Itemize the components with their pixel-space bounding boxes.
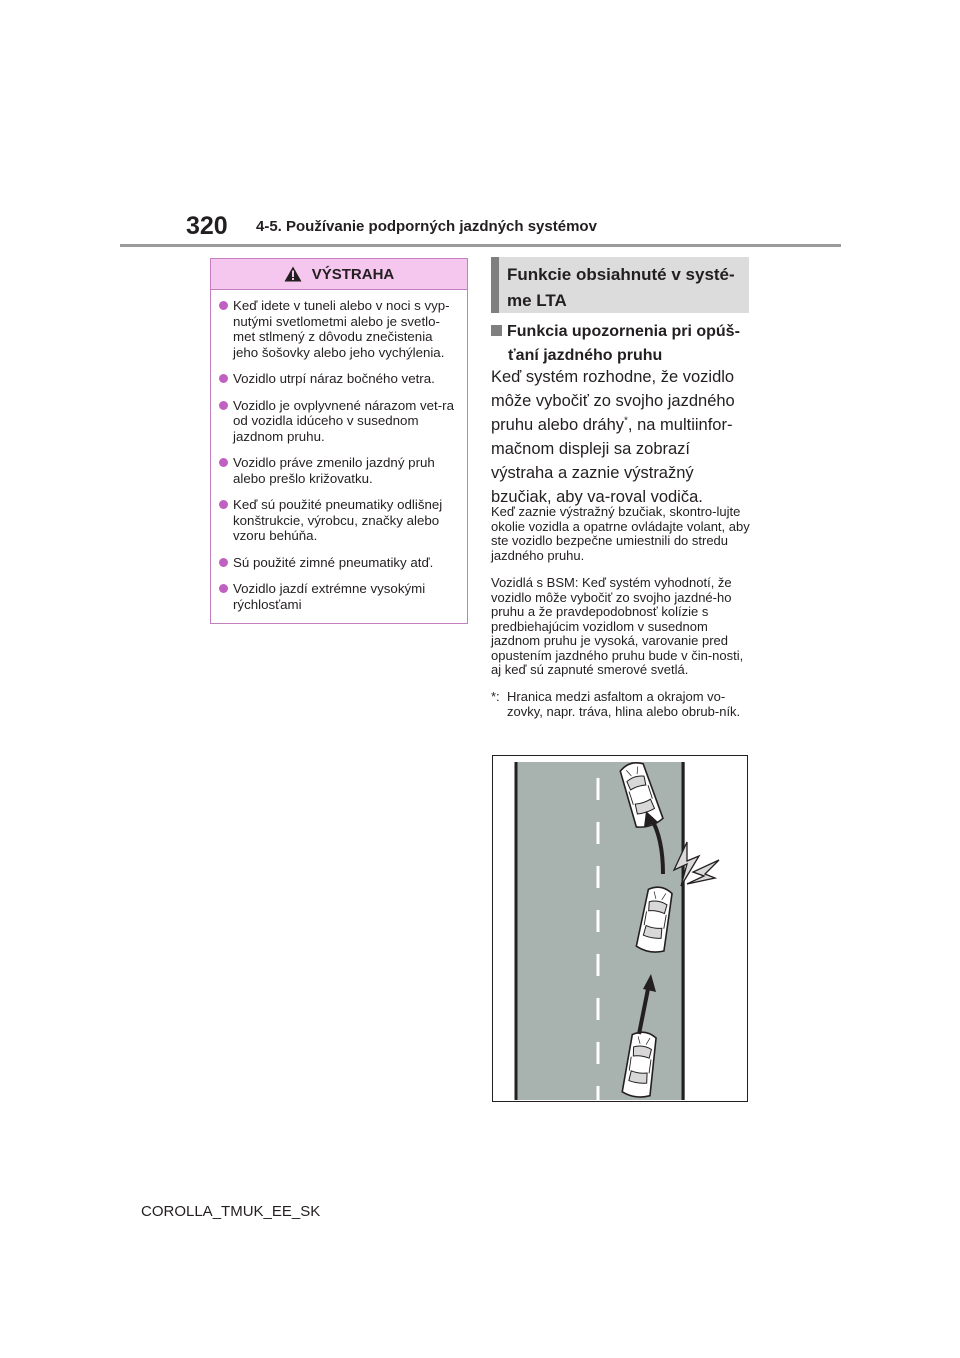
footnote xyxy=(491,690,753,719)
bullet-icon xyxy=(219,374,228,383)
bsm-note: Vozidlá s BSM: Keď systém vyhodnotí, že vozidlo môže vybočiť zo svojho jazdné-ho pruhu a že pravdepodobnosť kolízie s predbiehajúcim vozidlom v susednom jazdnom pruhu je vysoká, varovanie pred opustením jazdného pruhu bude v čin-nosti, aj keď sú zapnuté smerové svetlá. xyxy=(491,575,744,677)
bullet-icon xyxy=(219,301,228,310)
warning-title: VÝSTRAHA xyxy=(311,265,395,283)
warning-item xyxy=(219,497,459,544)
footnote-mark: *: xyxy=(491,689,500,704)
footnote-ref: * xyxy=(624,415,628,427)
warning-item-text: Vozidlo je ovplyvnené nárazom vet-ra od vozidla idúceho v susednom jazdnom pruhu. xyxy=(233,397,454,444)
warning-item-text: Sú použité zimné pneumatiky atď. xyxy=(233,554,434,570)
warning-list xyxy=(211,290,467,612)
warning-item xyxy=(219,555,459,571)
bullet-icon xyxy=(219,558,228,567)
warning-item-text: Vozidlo jazdí extrémne vysokými rýchlosťami xyxy=(233,581,426,612)
footnote-text: Hranica medzi asfaltom a okrajom vo-zovky, napr. tráva, hlina alebo obrub-ník. xyxy=(507,689,741,719)
document-code: COROLLA_TMUK_EE_SK xyxy=(141,1203,321,1220)
warning-box xyxy=(210,258,468,624)
bullet-icon xyxy=(219,458,228,467)
header-divider xyxy=(120,244,841,247)
page-number: 320 xyxy=(186,212,228,240)
warning-item xyxy=(219,581,459,612)
bullet-icon xyxy=(219,584,228,593)
feature-description xyxy=(491,365,753,509)
warning-item-text: Vozidlo práve zmenilo jazdný pruh alebo prešlo križovatku. xyxy=(233,455,435,486)
lane-departure-illustration xyxy=(492,755,748,1102)
warning-item-text: Keď idete v tuneli alebo v noci s vyp-nutými svetlometmi alebo je svetlo-met stlmený z dôvodu znečistenia jeho šošovky alebo jeho vychýlenia. xyxy=(233,298,450,360)
warning-item-text: Vozidlo utrpí náraz bočného vetra. xyxy=(233,371,435,386)
warning-item xyxy=(219,371,459,387)
functions-heading: Funkcie obsiahnuté v systé-me LTA xyxy=(491,257,749,313)
warning-item xyxy=(219,455,459,486)
feature-subheading xyxy=(491,320,753,368)
warning-item-text: Keď sú použité pneumatiky odlišnej konštrukcie, výrobcu, značky alebo vzoru behúňa. xyxy=(233,497,443,543)
warning-item xyxy=(219,398,459,445)
bullet-icon xyxy=(219,401,228,410)
feature-description-part2: , na multiinfor-mačnom displeji sa zobrazí výstraha a zaznie výstražný bzučiak, aby va-roval vodiča. xyxy=(491,416,733,506)
warning-item xyxy=(219,298,459,360)
feature-description-part1: Keď systém rozhodne, že vozidlo môže vybočiť zo svojho jazdného pruhu alebo dráhy xyxy=(491,368,735,434)
section-title: 4-5. Používanie podporných jazdných systémov xyxy=(256,218,597,235)
square-bullet-icon xyxy=(491,325,502,336)
buzzer-instructions: Keď zaznie výstražný bzučiak, skontro-lujte okolie vozidla a opatrne ovládajte volant, aby ste vozidlo bezpečne umiestnili do stredu jazdného pruhu. xyxy=(491,504,750,563)
bullet-icon xyxy=(219,500,228,509)
warning-triangle-icon xyxy=(284,266,302,282)
feature-subheading-line2: ťaní jazdného pruhu xyxy=(508,347,663,364)
lane-departure-diagram xyxy=(493,756,747,1101)
feature-subheading-line1: Funkcia upozornenia pri opúš- xyxy=(507,323,740,340)
warning-header xyxy=(211,259,467,290)
